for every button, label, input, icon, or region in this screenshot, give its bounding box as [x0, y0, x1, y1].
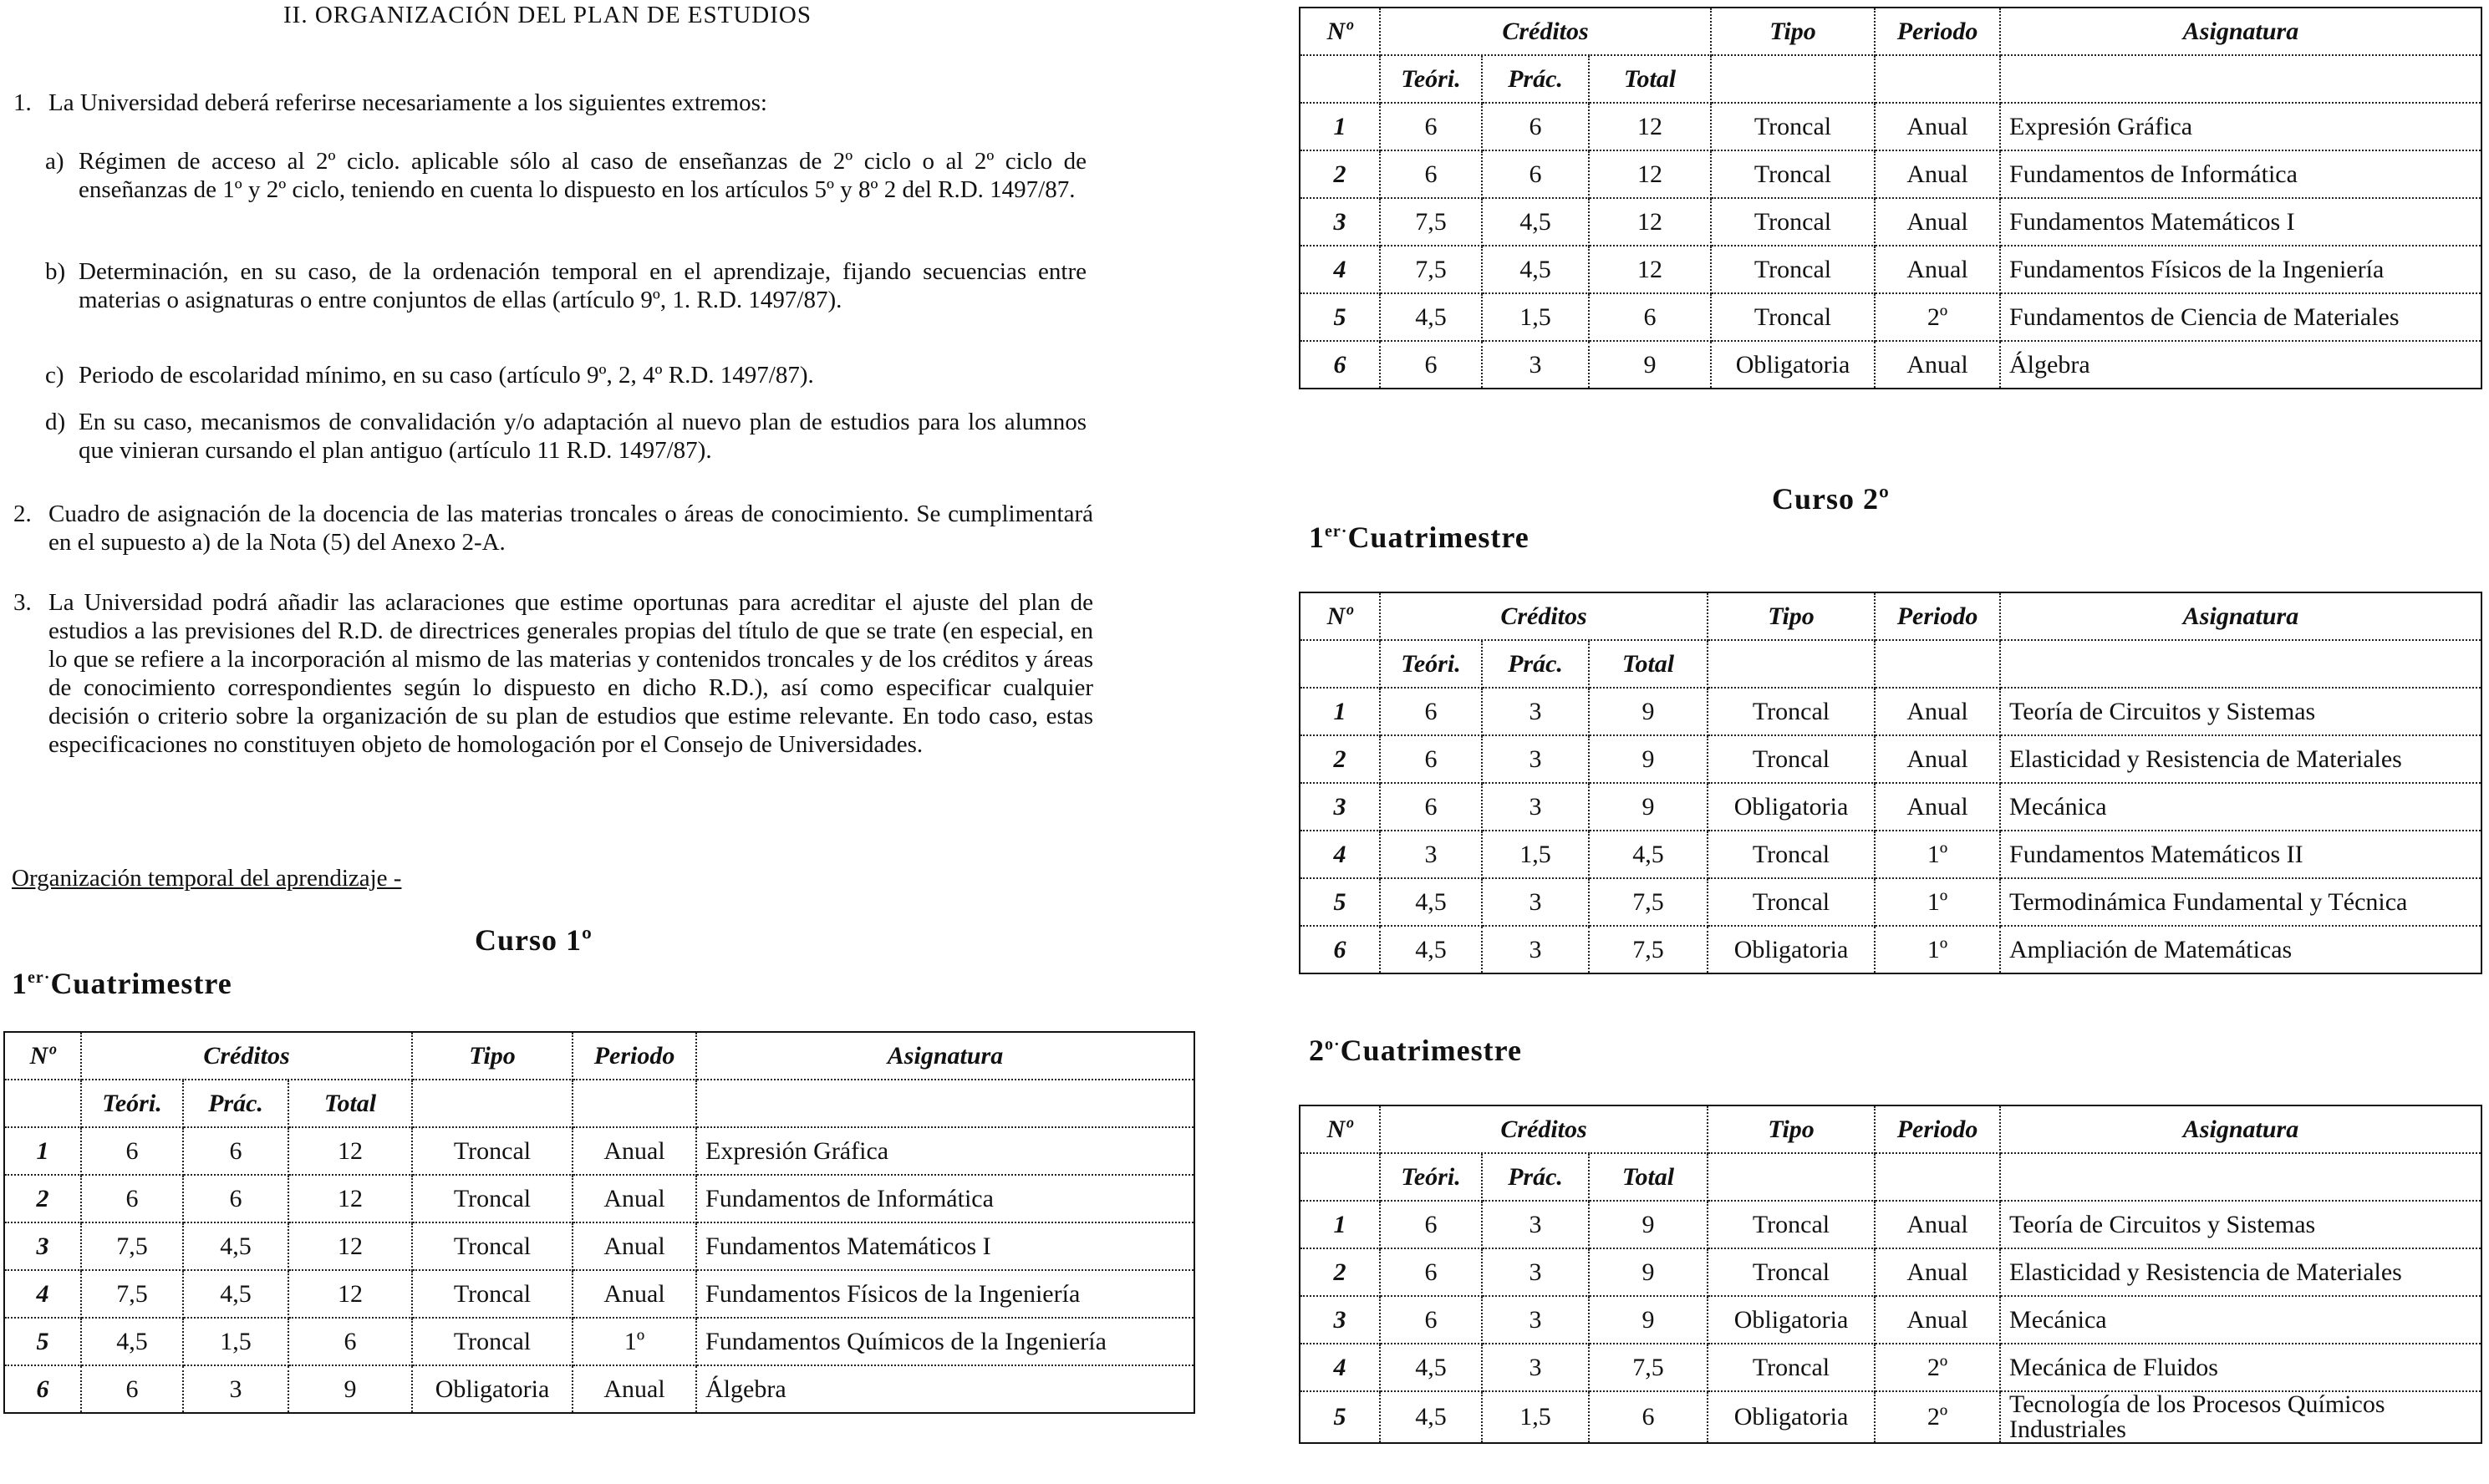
cell-periodo: 1º [1875, 926, 2000, 973]
cell-numero: 5 [1300, 878, 1380, 926]
cell-teori: 6 [1380, 1248, 1482, 1296]
cell-tipo: Obligatoria [1708, 1296, 1875, 1344]
cell-tipo: Troncal [1711, 198, 1875, 246]
cell-prac: 3 [1482, 688, 1589, 735]
cell-prac: 4,5 [183, 1222, 288, 1270]
header-empty [1300, 1153, 1380, 1201]
header-prac: Prác. [1482, 640, 1589, 688]
cell-teori: 6 [1380, 735, 1482, 783]
item-text: Determinación, en su caso, de la ordenación temporal en el aprendizaje, fijando secuencias entre materias o asignaturas o entre conjuntos de ellas (artículo 9º, 1. R.D. 1497/87). [79, 258, 1087, 313]
cell-total: 9 [1589, 735, 1708, 783]
cell-teori: 7,5 [81, 1222, 183, 1270]
header-asignatura: Asignatura [2000, 8, 2481, 55]
cell-total: 9 [288, 1365, 412, 1413]
cell-tipo: Obligatoria [1711, 341, 1875, 389]
cell-teori: 4,5 [1380, 1344, 1482, 1391]
cell-periodo: 1º [573, 1318, 696, 1365]
item-text: La Universidad deberá referirse necesariamente a los siguientes extremos: [48, 89, 767, 116]
header-creditos: Créditos [81, 1032, 412, 1080]
cell-teori: 4,5 [1380, 926, 1482, 973]
cell-total: 9 [1589, 341, 1711, 389]
item-text: Régimen de acceso al 2º ciclo. aplicable sólo al caso de enseñanzas de 2º ciclo o al 2º ciclo de enseñanzas de 1º y 2º ciclo, teniendo en cuenta lo dispuesto en los artículos 5º y 8º 2 del R.D. 1497/87. [79, 148, 1087, 203]
table-row [1300, 150, 2481, 198]
header-periodo: Periodo [1875, 8, 2000, 55]
header-teori: Teóri. [1380, 1153, 1482, 1201]
cell-teori: 6 [1380, 341, 1482, 389]
header-total: Total [1589, 640, 1708, 688]
cell-periodo: Anual [1875, 198, 2000, 246]
cell-asignatura: Fundamentos de Informática [696, 1175, 1194, 1222]
curso2-cuatri2-table [1299, 1105, 2482, 1444]
cell-asignatura: Mecánica de Fluidos [2000, 1344, 2481, 1391]
cell-periodo: Anual [1875, 1201, 2000, 1248]
section-heading: II. ORGANIZACIÓN DEL PLAN DE ESTUDIOS [283, 2, 812, 28]
table-row [1300, 341, 2481, 389]
cell-total: 9 [1589, 1248, 1708, 1296]
cell-prac: 4,5 [183, 1270, 288, 1318]
cell-numero: 3 [1300, 198, 1380, 246]
header-periodo: Periodo [1875, 592, 2000, 640]
table-row [4, 1222, 1194, 1270]
cell-teori: 3 [1380, 831, 1482, 878]
cell-periodo: Anual [1875, 688, 2000, 735]
curso2-title: Curso 2º [1772, 482, 1890, 516]
cell-periodo: 1º [1875, 878, 2000, 926]
cell-asignatura: Elasticidad y Resistencia de Materiales [2000, 735, 2481, 783]
cell-teori: 6 [1380, 1296, 1482, 1344]
cell-total: 7,5 [1589, 926, 1708, 973]
cell-numero: 1 [1300, 688, 1380, 735]
table-row [4, 1270, 1194, 1318]
cell-asignatura: Ampliación de Matemáticas [2000, 926, 2481, 973]
org-label: Organización temporal del aprendizaje - [12, 865, 402, 892]
table-row [1300, 293, 2481, 341]
header-empty [573, 1080, 696, 1127]
cell-periodo: Anual [573, 1175, 696, 1222]
item-number: c) [45, 362, 64, 389]
cell-asignatura: Termodinámica Fundamental y Técnica [2000, 878, 2481, 926]
curso1-table [3, 1031, 1195, 1414]
header-tipo: Tipo [1708, 592, 1875, 640]
header-total: Total [288, 1080, 412, 1127]
cell-prac: 6 [1482, 103, 1589, 150]
item-number: 3. [13, 589, 32, 616]
header-no: Nº [1300, 8, 1380, 55]
cell-numero: 5 [1300, 1391, 1380, 1443]
header-empty [2000, 640, 2481, 688]
cell-numero: 5 [1300, 293, 1380, 341]
cell-prac: 3 [1482, 1201, 1589, 1248]
cell-total: 12 [1589, 103, 1711, 150]
cell-tipo: Troncal [1711, 293, 1875, 341]
table-row [4, 1127, 1194, 1175]
cell-asignatura: Expresión Gráfica [696, 1127, 1194, 1175]
table-row [1300, 831, 2481, 878]
cell-total: 7,5 [1589, 1344, 1708, 1391]
cell-total: 6 [1589, 1391, 1708, 1443]
cell-total: 9 [1589, 1296, 1708, 1344]
cell-teori: 6 [81, 1175, 183, 1222]
header-teori: Teóri. [81, 1080, 183, 1127]
cell-periodo: Anual [1875, 103, 2000, 150]
table-row [1300, 103, 2481, 150]
cell-prac: 1,5 [183, 1318, 288, 1365]
cell-asignatura: Fundamentos Matemáticos I [696, 1222, 1194, 1270]
cell-total: 9 [1589, 1201, 1708, 1248]
header-no: Nº [1300, 592, 1380, 640]
table-row [1300, 688, 2481, 735]
cell-asignatura: Tecnología de los Procesos Químicos Industriales [2000, 1391, 2481, 1443]
table-row [1300, 735, 2481, 783]
cell-prac: 3 [1482, 783, 1589, 831]
curso2-cuatri1-table [1299, 592, 2482, 974]
cell-prac: 6 [183, 1175, 288, 1222]
cell-prac: 6 [183, 1127, 288, 1175]
cell-total: 9 [1589, 783, 1708, 831]
header-empty [1711, 55, 1875, 103]
header-row [1300, 8, 2481, 55]
table-row [4, 1365, 1194, 1413]
cell-total: 6 [1589, 293, 1711, 341]
header-creditos: Créditos [1380, 592, 1708, 640]
subheader-row [1300, 1153, 2481, 1201]
cell-total: 12 [288, 1222, 412, 1270]
item-number: 2. [13, 501, 32, 527]
cell-prac: 3 [1482, 926, 1589, 973]
cell-tipo: Troncal [1708, 735, 1875, 783]
subheader-row [1300, 55, 2481, 103]
cell-numero: 2 [1300, 735, 1380, 783]
cell-numero: 4 [1300, 831, 1380, 878]
header-empty [1300, 640, 1380, 688]
cell-tipo: Troncal [412, 1175, 573, 1222]
cell-total: 9 [1589, 688, 1708, 735]
cell-prac: 3 [1482, 735, 1589, 783]
table-row [1300, 783, 2481, 831]
table-row [1300, 1296, 2481, 1344]
cell-tipo: Troncal [412, 1270, 573, 1318]
header-teori: Teóri. [1380, 640, 1482, 688]
cell-numero: 4 [1300, 246, 1380, 293]
table-row [1300, 1201, 2481, 1248]
cell-tipo: Troncal [1708, 1248, 1875, 1296]
cell-periodo: Anual [1875, 783, 2000, 831]
cell-tipo: Troncal [1708, 1201, 1875, 1248]
table-row [4, 1175, 1194, 1222]
curso1-cuatri1-label: $1^{er\cdot}Cuatrimestre$ [12, 967, 232, 1000]
cell-prac: 1,5 [1482, 831, 1589, 878]
table-body [1300, 1105, 2481, 1443]
cell-periodo: Anual [573, 1222, 696, 1270]
cell-asignatura: Teoría de Circuitos y Sistemas [2000, 688, 2481, 735]
cell-numero: 3 [4, 1222, 81, 1270]
cell-periodo: Anual [1875, 150, 2000, 198]
cell-tipo: Troncal [1708, 831, 1875, 878]
item-number: d) [45, 409, 66, 435]
cell-numero: 3 [1300, 1296, 1380, 1344]
table-body [1300, 592, 2481, 973]
cell-teori: 7,5 [1380, 198, 1482, 246]
cell-asignatura: Elasticidad y Resistencia de Materiales [2000, 1248, 2481, 1296]
cell-teori: 6 [1380, 783, 1482, 831]
header-empty [1875, 640, 2000, 688]
header-tipo: Tipo [1711, 8, 1875, 55]
item-number: b) [45, 258, 66, 285]
cell-asignatura: Fundamentos Físicos de la Ingeniería [696, 1270, 1194, 1318]
header-asignatura: Asignatura [696, 1032, 1194, 1080]
cell-numero: 6 [4, 1365, 81, 1413]
curso2-cuatri1-label: $1^{er\cdot}Cuatrimestre$ [1309, 521, 1530, 554]
header-row [1300, 592, 2481, 640]
header-empty [696, 1080, 1194, 1127]
header-no: Nº [1300, 1105, 1380, 1153]
header-empty [1875, 1153, 2000, 1201]
cell-numero: 4 [1300, 1344, 1380, 1391]
header-asignatura: Asignatura [2000, 592, 2481, 640]
cell-teori: 6 [1380, 150, 1482, 198]
cell-numero: 2 [1300, 1248, 1380, 1296]
curso1-alt-table [1299, 7, 2482, 389]
header-row [1300, 1105, 2481, 1153]
cell-numero: 4 [4, 1270, 81, 1318]
cell-total: 12 [288, 1127, 412, 1175]
header-empty [412, 1080, 573, 1127]
cell-periodo: Anual [1875, 246, 2000, 293]
cell-teori: 4,5 [1380, 878, 1482, 926]
cell-teori: 4,5 [1380, 293, 1482, 341]
table-row [1300, 1248, 2481, 1296]
cell-numero: 1 [1300, 103, 1380, 150]
header-periodo: Periodo [573, 1032, 696, 1080]
table-body [4, 1032, 1194, 1413]
cell-numero: 1 [1300, 1201, 1380, 1248]
cell-asignatura: Fundamentos de Informática [2000, 150, 2481, 198]
cell-prac: 4,5 [1482, 246, 1589, 293]
cell-teori: 6 [81, 1127, 183, 1175]
table-body [1300, 8, 2481, 389]
cell-periodo: Anual [1875, 1248, 2000, 1296]
cell-prac: 3 [1482, 1248, 1589, 1296]
header-empty [1875, 55, 2000, 103]
cell-total: 12 [288, 1270, 412, 1318]
table-row [1300, 1391, 2481, 1443]
header-empty [1300, 55, 1380, 103]
item-number: 1. [13, 89, 32, 116]
cell-teori: 4,5 [81, 1318, 183, 1365]
cell-asignatura: Mecánica [2000, 1296, 2481, 1344]
cell-tipo: Obligatoria [1708, 1391, 1875, 1443]
cell-numero: 6 [1300, 341, 1380, 389]
cell-total: 12 [288, 1175, 412, 1222]
header-creditos: Créditos [1380, 8, 1711, 55]
cell-asignatura: Álgebra [2000, 341, 2481, 389]
cell-total: 4,5 [1589, 831, 1708, 878]
cell-tipo: Troncal [1711, 103, 1875, 150]
cell-tipo: Obligatoria [1708, 783, 1875, 831]
cell-prac: 3 [1482, 878, 1589, 926]
header-prac: Prác. [1482, 55, 1589, 103]
cell-total: 12 [1589, 150, 1711, 198]
cell-tipo: Troncal [1708, 878, 1875, 926]
header-total: Total [1589, 1153, 1708, 1201]
header-tipo: Tipo [412, 1032, 573, 1080]
cell-teori: 6 [1380, 1201, 1482, 1248]
header-total: Total [1589, 55, 1711, 103]
cell-numero: 5 [4, 1318, 81, 1365]
cell-prac: 3 [1482, 1296, 1589, 1344]
curso2-cuatri2-label: $2^{o\cdot}Cuatrimestre$ [1309, 1034, 1522, 1067]
cell-tipo: Troncal [412, 1127, 573, 1175]
header-prac: Prác. [1482, 1153, 1589, 1201]
header-asignatura: Asignatura [2000, 1105, 2481, 1153]
item-text: La Universidad podrá añadir las aclaraciones que estime oportunas para acreditar el ajuste del plan de estudios a las previsiones del R.D. de directrices generales propias del título de que se trate (en especial, en lo que se refiere a la incorporación al mismo de las materias y contenidos troncales y de los créditos y áreas de conocimiento correspondientes según lo dispuesto en dicho R.D.), así como especificar cualquier decisión o criterio sobre la organización de su plan de estudios que estime relevante. En todo caso, estas especificaciones no constituyen objeto de homologación por el Consejo de Universidades. [48, 589, 1093, 758]
cell-prac: 3 [1482, 341, 1589, 389]
item-text: Cuadro de asignación de la docencia de las materias troncales o áreas de conocimiento. Se cumplimentará en el supuesto a) de la Nota (5) del Anexo 2-A. [48, 501, 1093, 556]
cell-teori: 6 [1380, 103, 1482, 150]
cell-total: 12 [1589, 246, 1711, 293]
header-teori: Teóri. [1380, 55, 1482, 103]
cell-tipo: Troncal [1708, 688, 1875, 735]
header-periodo: Periodo [1875, 1105, 2000, 1153]
cell-numero: 6 [1300, 926, 1380, 973]
cell-teori: 6 [81, 1365, 183, 1413]
table-row [4, 1318, 1194, 1365]
cell-asignatura: Álgebra [696, 1365, 1194, 1413]
table-row [1300, 246, 2481, 293]
header-creditos: Créditos [1380, 1105, 1708, 1153]
cell-periodo: Anual [1875, 341, 2000, 389]
header-empty [4, 1080, 81, 1127]
cell-teori: 4,5 [1380, 1391, 1482, 1443]
item-number: a) [45, 148, 64, 175]
cell-periodo: 2º [1875, 1344, 2000, 1391]
cell-asignatura: Teoría de Circuitos y Sistemas [2000, 1201, 2481, 1248]
cell-teori: 6 [1380, 688, 1482, 735]
header-empty [2000, 55, 2481, 103]
cell-tipo: Troncal [412, 1222, 573, 1270]
subheader-row [1300, 640, 2481, 688]
table-row [1300, 1344, 2481, 1391]
header-prac: Prác. [183, 1080, 288, 1127]
cell-periodo: Anual [573, 1270, 696, 1318]
cell-asignatura: Expresión Gráfica [2000, 103, 2481, 150]
cell-prac: 1,5 [1482, 293, 1589, 341]
cell-tipo: Troncal [1711, 150, 1875, 198]
cell-asignatura: Fundamentos Físicos de la Ingeniería [2000, 246, 2481, 293]
cell-asignatura: Fundamentos Matemáticos I [2000, 198, 2481, 246]
cell-periodo: 2º [1875, 293, 2000, 341]
cell-numero: 2 [4, 1175, 81, 1222]
curso1-title: Curso 1º [475, 923, 593, 957]
cell-teori: 7,5 [81, 1270, 183, 1318]
cell-numero: 2 [1300, 150, 1380, 198]
cell-total: 6 [288, 1318, 412, 1365]
cell-total: 12 [1589, 198, 1711, 246]
cell-periodo: 2º [1875, 1391, 2000, 1443]
cell-asignatura: Mecánica [2000, 783, 2481, 831]
header-row [4, 1032, 1194, 1080]
item-text: Periodo de escolaridad mínimo, en su caso (artículo 9º, 2, 4º R.D. 1497/87). [79, 362, 814, 389]
table-row [1300, 926, 2481, 973]
table-row [1300, 878, 2481, 926]
cell-numero: 1 [4, 1127, 81, 1175]
item-text: En su caso, mecanismos de convalidación y/o adaptación al nuevo plan de estudios para los alumnos que vinieran cursando el plan antiguo (artículo 11 R.D. 1497/87). [79, 409, 1087, 464]
cell-prac: 4,5 [1482, 198, 1589, 246]
cell-tipo: Troncal [1708, 1344, 1875, 1391]
cell-prac: 1,5 [1482, 1391, 1589, 1443]
table-row [1300, 198, 2481, 246]
cell-total: 7,5 [1589, 878, 1708, 926]
cell-prac: 3 [1482, 1344, 1589, 1391]
cell-tipo: Troncal [1711, 246, 1875, 293]
cell-numero: 3 [1300, 783, 1380, 831]
header-empty [1708, 1153, 1875, 1201]
subheader-row [4, 1080, 1194, 1127]
cell-periodo: Anual [1875, 1296, 2000, 1344]
cell-tipo: Troncal [412, 1318, 573, 1365]
cell-periodo: Anual [573, 1127, 696, 1175]
header-empty [1708, 640, 1875, 688]
cell-periodo: 1º [1875, 831, 2000, 878]
header-no: Nº [4, 1032, 81, 1080]
cell-asignatura: Fundamentos de Ciencia de Materiales [2000, 293, 2481, 341]
cell-asignatura: Fundamentos Matemáticos II [2000, 831, 2481, 878]
cell-prac: 6 [1482, 150, 1589, 198]
cell-periodo: Anual [1875, 735, 2000, 783]
cell-periodo: Anual [573, 1365, 696, 1413]
header-empty [2000, 1153, 2481, 1201]
cell-tipo: Obligatoria [1708, 926, 1875, 973]
header-tipo: Tipo [1708, 1105, 1875, 1153]
cell-asignatura: Fundamentos Químicos de la Ingeniería [696, 1318, 1194, 1365]
cell-prac: 3 [183, 1365, 288, 1413]
cell-teori: 7,5 [1380, 246, 1482, 293]
cell-tipo: Obligatoria [412, 1365, 573, 1413]
